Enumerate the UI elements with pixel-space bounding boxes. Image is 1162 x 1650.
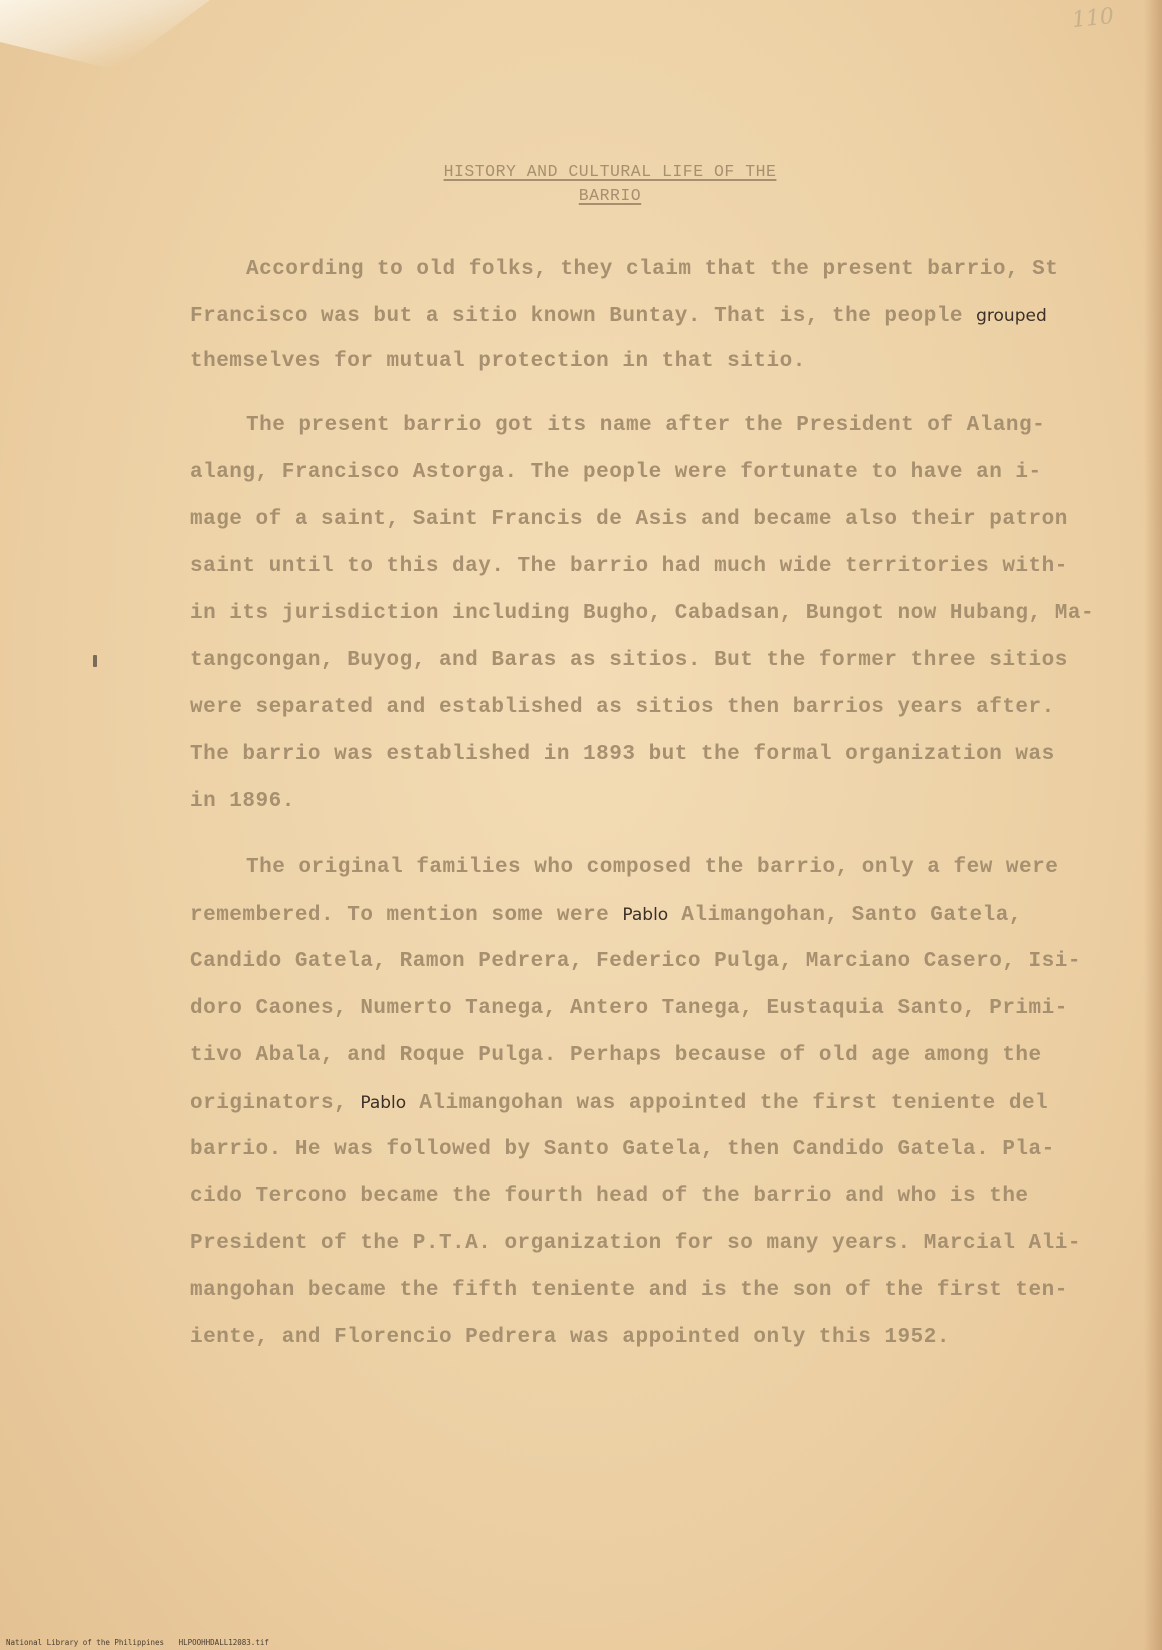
text-line: tangcongan, Buyog, and Baras as sitios. But the former three sitios [190,649,1068,672]
text-segment: originators, [190,1092,361,1115]
text-line: doro Caones, Numerto Tanega, Antero Tanega, Eustaquia Santo, Primi- [190,997,1068,1020]
text-line: The present barrio got its name after the President of Alang- [246,414,1046,437]
text-line: tivo Abala, and Roque Pulga. Perhaps because of old age among the [190,1044,1042,1067]
text-line: The barrio was established in 1893 but the formal organization was [190,743,1055,766]
text-line: President of the P.T.A. organization for so many years. Marcial Ali- [190,1232,1081,1255]
text-line: cido Tercono became the fourth head of the barrio and who is the [190,1185,1029,1208]
file-name: HLPOOHHDALL12083.tif [178,1638,269,1647]
text-line: in 1896. [190,790,295,813]
text-line: The original families who composed the barrio, only a few were [246,856,1059,879]
text-line: mage of a saint, Saint Francis de Asis and became also their patron [190,508,1068,531]
handwritten-correction: Pablo [622,905,669,925]
text-segment: Francisco was but a sitio known Buntay. That is, the people [190,305,977,328]
text-line: themselves for mutual protection in that sitio. [190,350,806,373]
text-line: Candido Gatela, Ramon Pedrera, Federico Pulga, Marciano Casero, Isi- [190,950,1081,973]
text-segment: Alimangohan, Santo Gatela, [668,904,1022,927]
text-line: barrio. He was followed by Santo Gatela, then Candido Gatela. Pla- [190,1138,1055,1161]
handwritten-correction: grouped [976,306,1047,326]
text-segment: remembered. To mention some were [190,904,623,927]
text-line [190,1088,1048,1118]
handwritten-correction: Pablo [360,1093,407,1113]
text-segment: Alimangohan was appointed the first teniente del [406,1092,1049,1115]
text-line: in its jurisdiction including Bugho, Cabadsan, Bungot now Hubang, Ma- [190,602,1095,625]
text-line [190,900,1022,930]
document-title [395,160,825,208]
folded-corner [0,0,210,70]
ink-mark [93,655,97,667]
scan-footer [6,1638,279,1647]
text-line: mangohan became the fifth teniente and is the son of the first ten- [190,1279,1068,1302]
text-line: were separated and established as sitios then barrios years after. [190,696,1055,719]
text-line [190,301,1047,331]
text-line: iente, and Florencio Pedrera was appointed only this 1952. [190,1326,950,1349]
title-line-1: HISTORY AND CULTURAL LIFE OF THE [443,162,777,181]
page-edge-shadow [1144,0,1162,1650]
text-line: alang, Francisco Astorga. The people were fortunate to have an i- [190,461,1042,484]
library-label: National Library of the Philippines [6,1638,165,1647]
title-line-2: BARRIO [578,186,642,205]
text-line: According to old folks, they claim that the present barrio, St [246,258,1059,281]
page-number: 110 [1070,3,1116,34]
text-line: saint until to this day. The barrio had much wide territories with- [190,555,1068,578]
